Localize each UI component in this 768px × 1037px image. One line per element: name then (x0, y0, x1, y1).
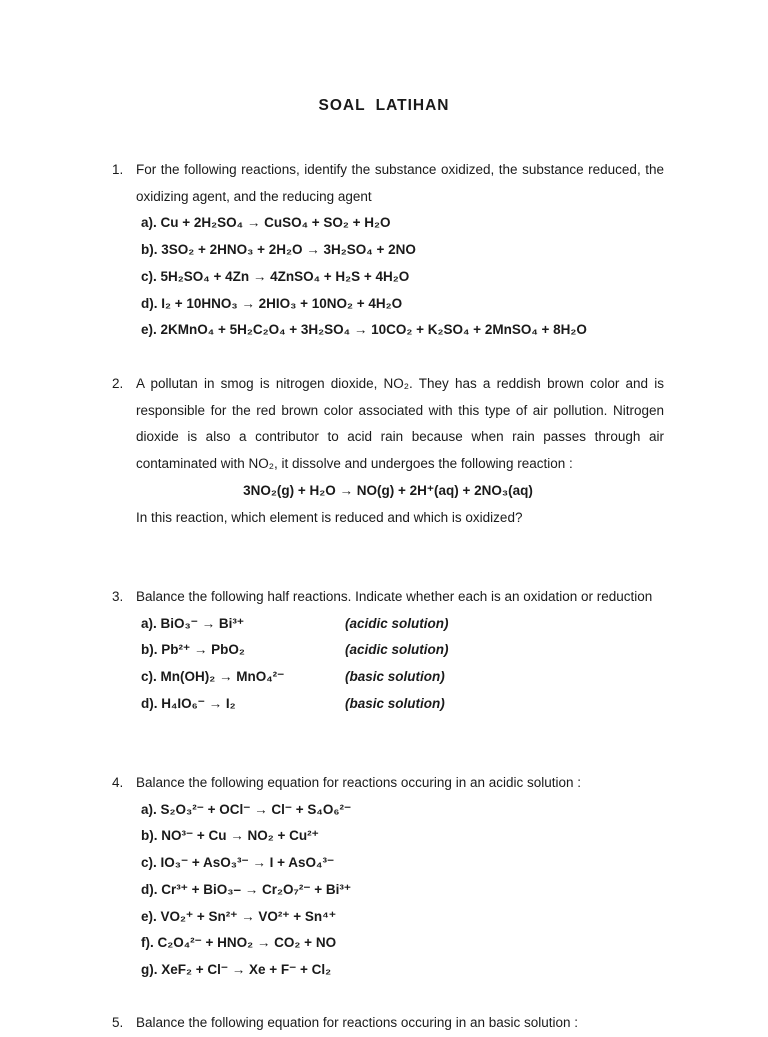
solution-condition: (basic solution) (345, 695, 445, 711)
question-3 (112, 584, 664, 718)
question-text: For the following reactions, identify the substance oxidized, the substance reduced, the oxidizing agent, and the reducing agent (136, 162, 664, 204)
equation-item: c). 5H₂SO₄ + 4Zn → 4ZnSO₄ + H₂S + 4H₂O (141, 268, 410, 284)
reaction-equation: 3NO₂(g) + H₂O → NO(g) + 2H⁺(aq) + 2NO₃(aq) (243, 482, 533, 498)
page-title: SOAL LATIHAN (318, 97, 450, 114)
question-5 (112, 1010, 664, 1037)
half-reaction-item (141, 637, 664, 664)
equation-item: a). S₂O₃²⁻ + OCl⁻ → Cl⁻ + S₄O₆²⁻ (141, 801, 352, 817)
question-number: 1. (112, 162, 124, 177)
half-reaction-item (141, 611, 664, 638)
question-text: A pollutan in smog is nitrogen dioxide, NO₂. They has a reddish brown color and is responsible for the red brown color associated with this type of air pollution. Nitrogen dioxide is also a contributor to acid rain because when rain passes through air contaminated with NO₂, it dissolve and undergoes the following reaction : (136, 376, 664, 472)
half-reaction-equation: c). Mn(OH)₂ → MnO₄²⁻ (141, 669, 285, 685)
question-text: Balance the following equation for reactions occuring in an basic solution : (136, 1015, 579, 1030)
equation-item: a). Cu + 2H₂SO₄ → CuSO₄ + SO₂ + H₂O (141, 215, 391, 231)
question-number: 3. (112, 589, 124, 604)
half-reaction-equation: d). H₄IO₆⁻ → I₂ (141, 695, 236, 711)
question-text: Balance the following half reactions. Indicate whether each is an oxidation or reduction (136, 589, 653, 604)
question-text: Balance the following equation for reactions occuring in an acidic solution : (136, 775, 582, 790)
solution-condition: (acidic solution) (345, 642, 449, 658)
equation-item: c). IO₃⁻ + AsO₃³⁻ → I + AsO₄³⁻ (141, 855, 335, 871)
solution-condition: (basic solution) (345, 669, 445, 685)
half-reaction-equation: a). BiO₃⁻ → Bi³⁺ (141, 615, 244, 631)
question-4 (112, 770, 664, 984)
equation-item: b). NO³⁻ + Cu → NO₂ + Cu²⁺ (141, 828, 319, 844)
equation-item: d). I₂ + 10HNO₃ → 2HIO₃ + 10NO₂ + 4H₂O (141, 295, 403, 311)
question-1 (112, 157, 664, 344)
equation-item: e). VO₂⁺ + Sn²⁺ → VO²⁺ + Sn⁴⁺ (141, 908, 336, 924)
equation-item: d). Cr³⁺ + BiO₃– → Cr₂O₇²⁻ + Bi³⁺ (141, 881, 352, 897)
question-number: 2. (112, 376, 124, 391)
question-prompt: In this reaction, which element is reduced and which is oxidized? (136, 509, 523, 525)
equation-item: f). C₂O₄²⁻ + HNO₂ → CO₂ + NO (141, 935, 337, 951)
equation-item: b). 3SO₂ + 2HNO₃ + 2H₂O → 3H₂SO₄ + 2NO (141, 242, 416, 258)
half-reaction-item (141, 664, 664, 691)
half-reaction-item (141, 691, 664, 718)
half-reaction-equation: b). Pb²⁺ → PbO₂ (141, 642, 245, 658)
solution-condition: (acidic solution) (345, 615, 449, 631)
question-number: 4. (112, 775, 124, 790)
equation-item: e). 2KMnO₄ + 5H₂C₂O₄ + 3H₂SO₄ → 10CO₂ + K₂SO₄ + 2MnSO₄ + 8H₂O (141, 322, 587, 338)
equation-item: g). XeF₂ + Cl⁻ → Xe + F⁻ + Cl₂ (141, 961, 332, 977)
question-number: 5. (112, 1015, 124, 1030)
question-2 (112, 371, 664, 531)
